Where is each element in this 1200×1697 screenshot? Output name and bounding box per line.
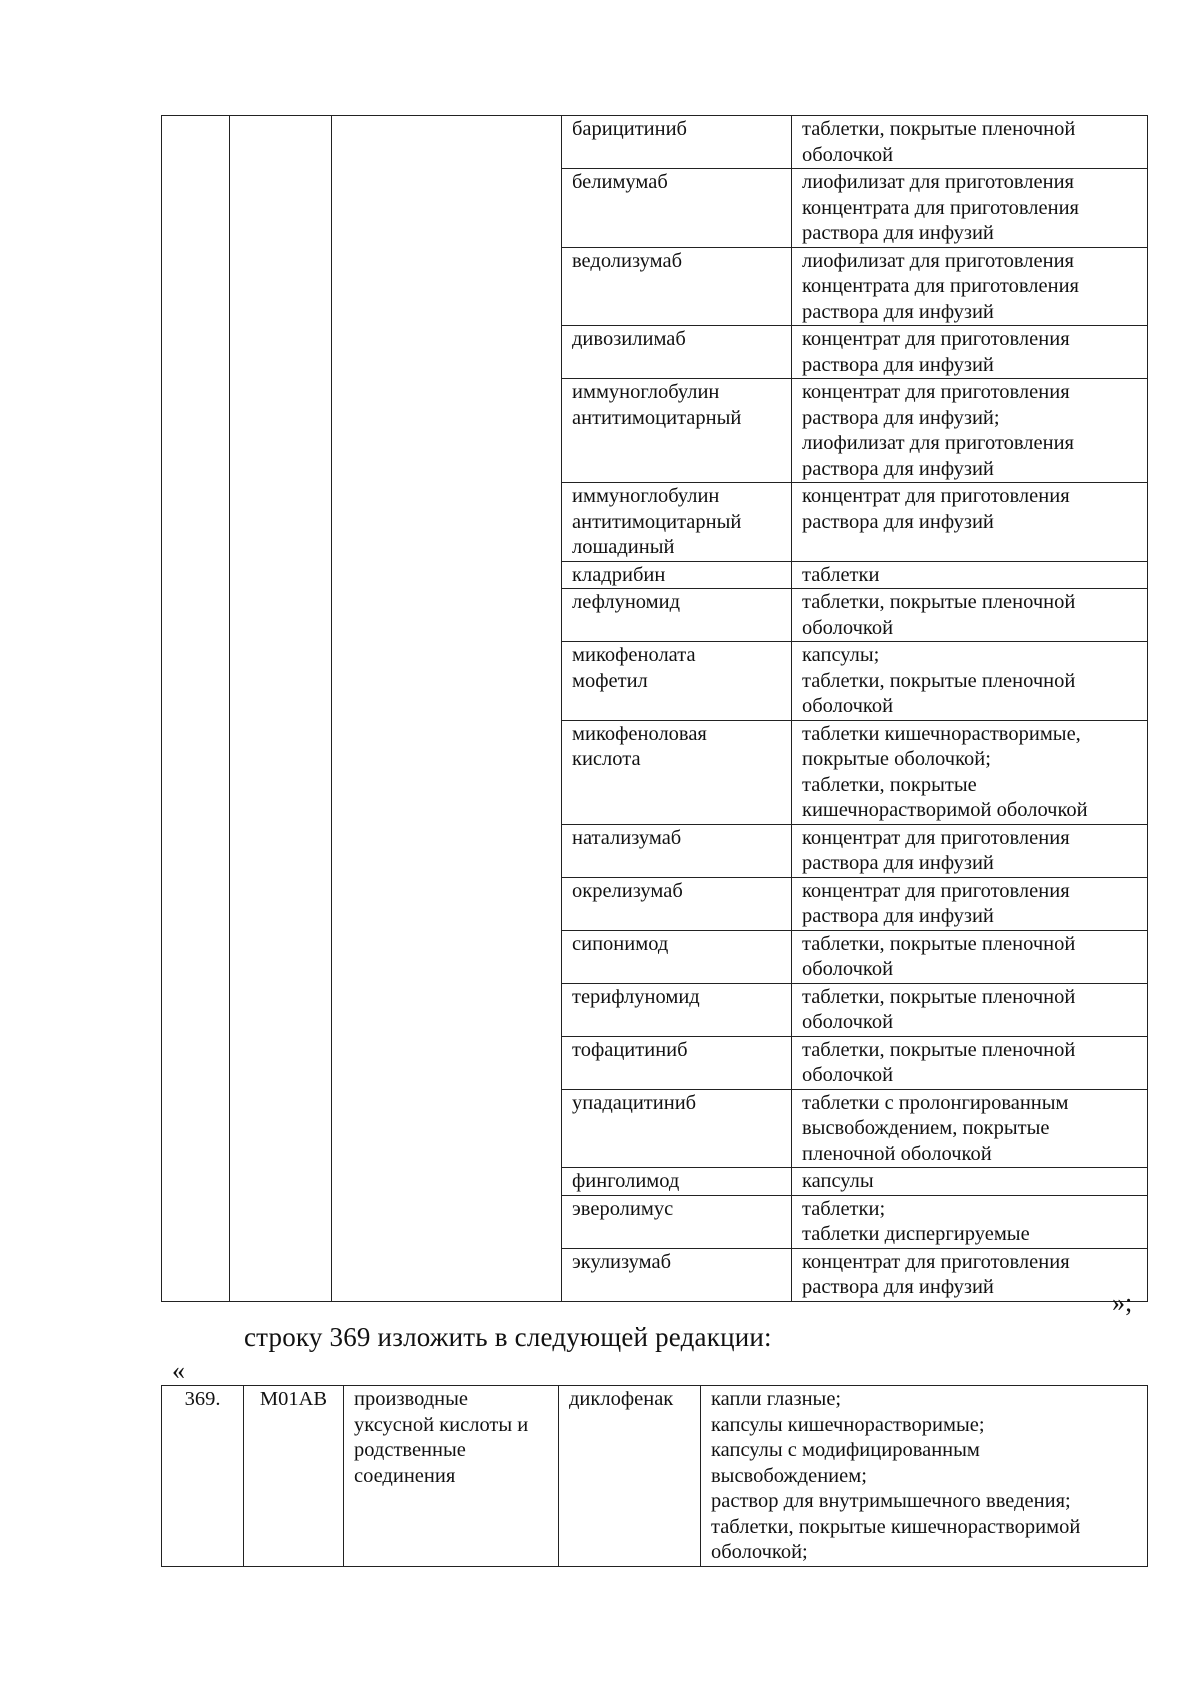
drug-cell [562,1036,792,1089]
drug-cell [562,877,792,930]
drug-cell [562,824,792,877]
row-number-cell [162,1386,244,1567]
drug-cell [562,1195,792,1248]
dosage-form-cell [792,983,1148,1036]
closing-quote: »; [1112,1288,1133,1317]
drug-name: иммуноглобулин антитимоцитарный лошадиный [572,485,742,558]
table-row [162,1386,1148,1567]
medicines-table-continued [161,115,1148,1302]
dosage-form: таблетки, покрытые пленочной оболочкой [802,591,1076,639]
drug-name: натализумаб [572,826,682,849]
group-name: производные уксусной кислоты и родственные соединения [354,1388,529,1487]
dosage-form: таблетки, покрытые пленочной оболочкой [802,1038,1076,1086]
drug-cell [562,379,792,483]
drug-cell [562,720,792,824]
dosage-form: таблетки, покрытые пленочной оболочкой [802,985,1076,1033]
drug-name: микофенолата мофетил [572,644,696,692]
drug-name: ведолизумаб [572,249,683,272]
medicines-table-body [162,116,1148,1302]
form-cell [701,1386,1148,1567]
dosage-form: концентрат для приготовления раствора для инфузий [802,328,1070,376]
table-row [162,116,1148,169]
drug-name: упадацитиниб [572,1091,697,1114]
drug-name: белимумаб [572,171,668,193]
drug-name: лефлуномид [572,591,681,613]
dosage-form-cell [792,116,1148,169]
dosage-form-cell [792,483,1148,562]
drug-name: дивозилимаб [572,328,686,350]
drug-cell [562,1248,792,1301]
dosage-form: концентрат для приготовления раствора для инфузий [802,1250,1070,1298]
drug-name: тофацитиниб [572,1038,688,1061]
dosage-form-cell [792,1168,1148,1196]
amendment-paragraph: строку 369 изложить в следующей редакции: [244,1322,772,1352]
drug-cell [562,483,792,562]
drug-name: кладрибин [572,563,666,586]
drug-cell [562,589,792,642]
dosage-form-cell [792,326,1148,379]
atc-code-cell [244,1386,344,1567]
drug-name: эверолимус [572,1197,674,1220]
drug-name: барицитиниб [572,118,687,140]
drug-cell [562,983,792,1036]
dosage-form-cell [792,877,1148,930]
dosage-form-cell [792,642,1148,721]
drug-cell [562,169,792,248]
dosage-form: таблетки, покрытые пленочной оболочкой [802,118,1076,166]
dosage-form-cell [792,561,1148,589]
drug-cell [562,1089,792,1168]
drug-name: сипонимод [572,932,669,955]
empty-cell-code [230,116,332,1302]
drug-cell [562,561,792,589]
dosage-form-cell [792,247,1148,326]
dosage-form: лиофилизат для приготовления концентрата для приготовления раствора для инфузий [802,249,1079,323]
row-369-table [161,1385,1148,1567]
drug-name: иммуноглобулин антитимоцитарный [572,381,742,429]
dosage-form: концентрат для приготовления раствора для инфузий [802,879,1070,927]
drug-name: экулизумаб [572,1250,672,1273]
drug-cell [562,116,792,169]
drug-cell [562,930,792,983]
dosage-form-cell [792,824,1148,877]
dosage-form: таблетки; таблетки диспергируемые [802,1197,1030,1245]
dosage-form: таблетки с пролонгированным высвобождением, покрытые пленочной оболочкой [802,1091,1069,1165]
dosage-form-cell [792,1248,1148,1301]
dosage-form: капсулы; таблетки, покрытые пленочной оболочкой [802,644,1076,717]
drug-name: микофеноловая кислота [572,722,707,770]
dosage-form-cell [792,1036,1148,1089]
drug-cell [562,1168,792,1196]
dosage-form-cell [792,720,1148,824]
atc-code: M01AB [259,1388,328,1410]
drug-cell [562,642,792,721]
dosage-form: концентрат для приготовления раствора для инфузий [802,485,1070,533]
dosage-form-cell [792,930,1148,983]
dosage-form-cell [792,169,1148,248]
dosage-form: концентрат для приготовления раствора для инфузий [802,826,1070,874]
dosage-form: таблетки, покрытые пленочной оболочкой [802,932,1076,980]
dosage-form: таблетки кишечнорастворимые, покрытые оболочкой; таблетки, покрытые кишечнорастворимой оболочкой [802,722,1088,821]
empty-cell-group [332,116,562,1302]
dosage-form-cell [792,1089,1148,1168]
dosage-form: таблетки [802,563,880,586]
opening-quote: « [172,1356,185,1385]
dosage-form-cell [792,379,1148,483]
drug-name: финголимод [572,1170,680,1192]
drug-cell [559,1386,701,1567]
dosage-form: капли глазные; капсулы кишечнорастворимые; капсулы с модифицированным высвобождением; раствор для внутримышечного введения; таблетки, покрытые кишечнорастворимой оболочкой; [711,1388,1081,1563]
drug-name: терифлуномид [572,985,700,1008]
dosage-form-cell [792,1195,1148,1248]
empty-cell-number [162,116,230,1302]
dosage-form: концентрат для приготовления раствора для инфузий; лиофилизат для приготовления раствора для инфузий [802,381,1074,480]
dosage-form: лиофилизат для приготовления концентрата для приготовления раствора для инфузий [802,171,1079,244]
row-number: 369. [184,1388,221,1410]
group-cell [344,1386,559,1567]
drug-name: диклофенак [569,1388,674,1410]
dosage-form: капсулы [802,1170,874,1192]
drug-cell [562,326,792,379]
drug-cell [562,247,792,326]
drug-name: окрелизумаб [572,879,683,902]
dosage-form-cell [792,589,1148,642]
